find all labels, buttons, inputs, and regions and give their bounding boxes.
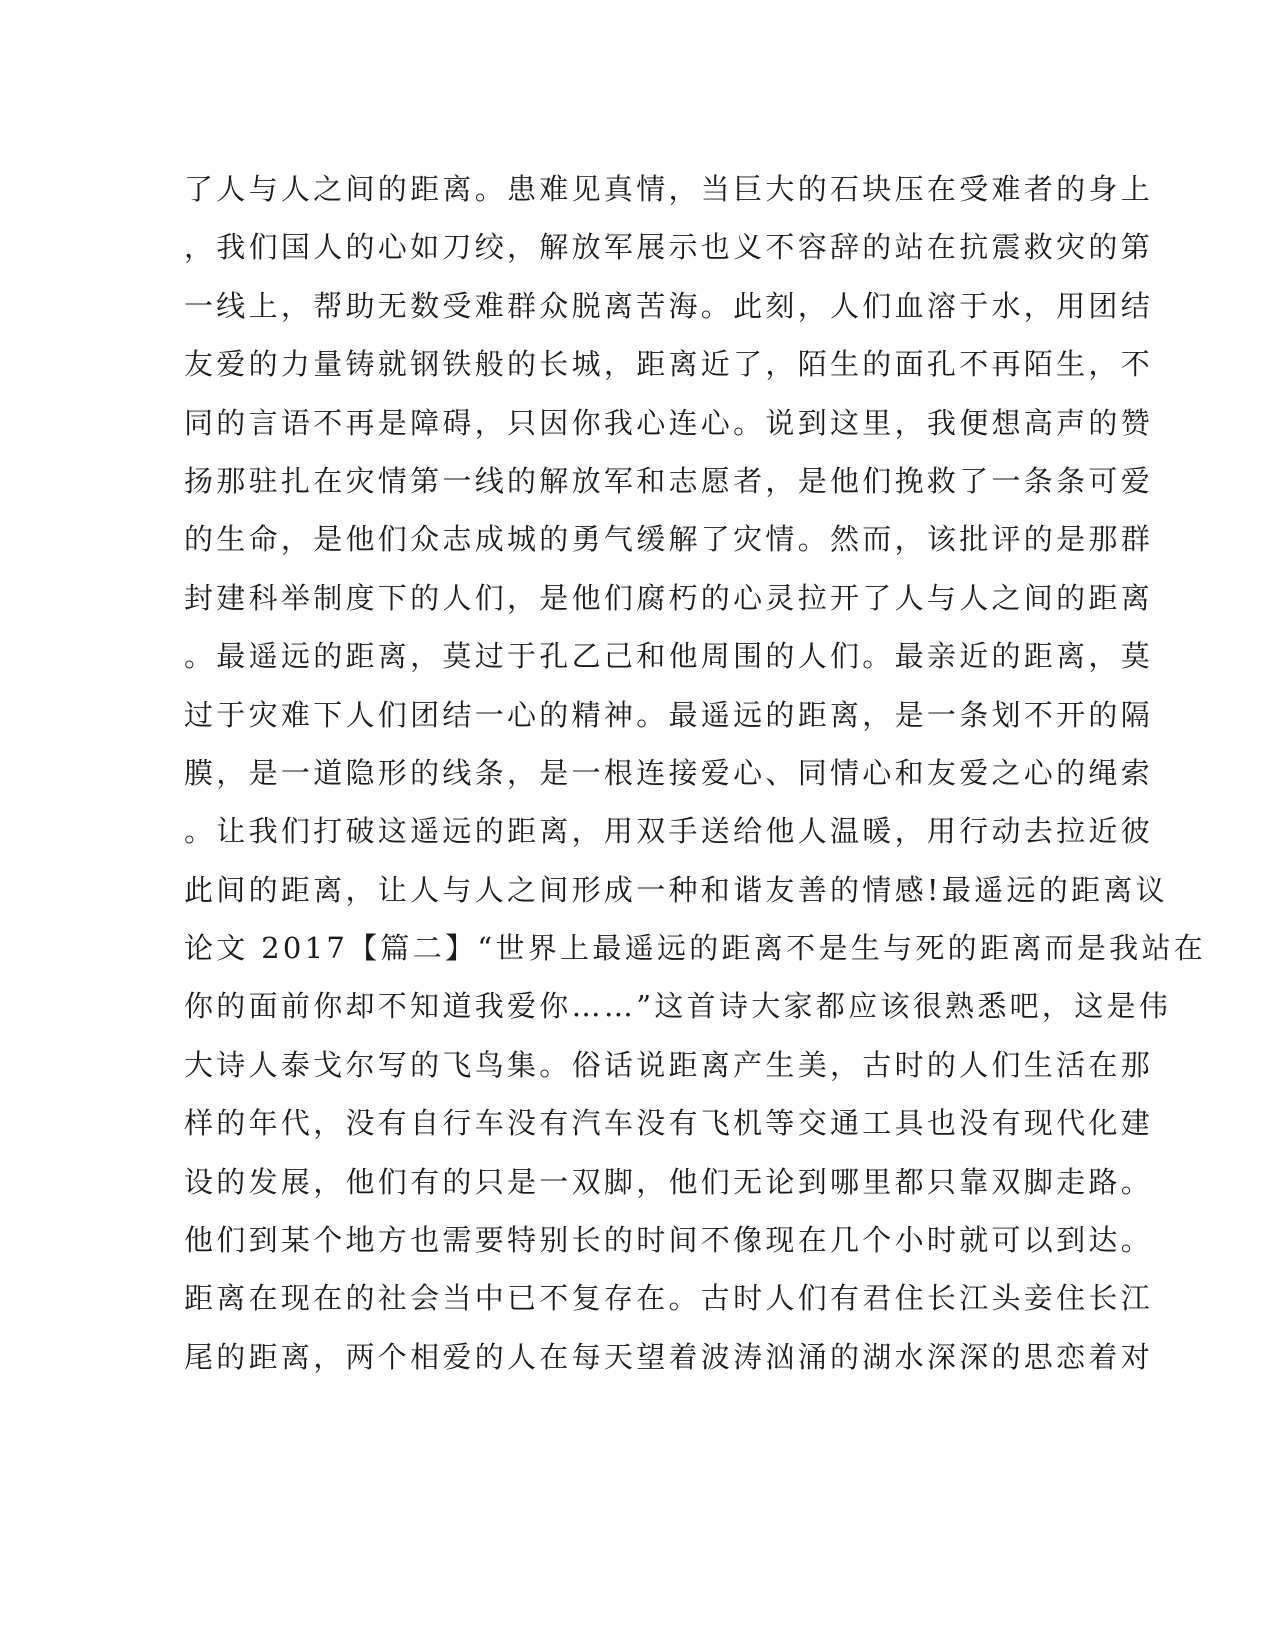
- text-line: ，我们国人的心如刀绞，解放军展示也义不容辞的站在抗震救灾的第: [184, 230, 1154, 265]
- text-line: 你的面前你却不知道我爱你……”这首诗大家都应该很熟悉吧，这是伟: [184, 989, 1172, 1024]
- text-line: 样的年代，没有自行车没有汽车没有飞机等交通工具也没有现代化建: [184, 1106, 1154, 1141]
- text-line: 的生命，是他们众志成城的勇气缓解了灾情。然而，该批评的是那群: [184, 522, 1154, 557]
- text-line: 大诗人泰戈尔写的飞鸟集。俗话说距离产生美，古时的人们生活在那: [184, 1047, 1154, 1082]
- text-line: 封建科举制度下的人们，是他们腐朽的心灵拉开了人与人之间的距离: [184, 580, 1154, 615]
- body-text: [184, 160, 1207, 1386]
- text-line: 。最遥远的距离，莫过于孔乙己和他周围的人们。最亲近的距离，莫: [184, 639, 1154, 674]
- text-line: 同的言语不再是障碍，只因你我心连心。说到这里，我便想高声的赞: [184, 405, 1154, 440]
- text-line: 他们到某个地方也需要特别长的时间不像现在几个小时就可以到达。: [184, 1223, 1154, 1258]
- text-line: 。让我们打破这遥远的距离，用双手送给他人温暖，用行动去拉近彼: [184, 814, 1154, 849]
- text-line: 过于灾难下人们团结一心的精神。最遥远的距离，是一条划不开的隔: [184, 697, 1154, 732]
- text-line: 尾的距离，两个相爱的人在每天望着波涛汹涌的湖水深深的思恋着对: [184, 1339, 1154, 1374]
- text-line: 膜，是一道隐形的线条，是一根连接爱心、同情心和友爱之心的绳索: [184, 755, 1154, 790]
- text-line: 扬那驻扎在灾情第一线的解放军和志愿者，是他们挽救了一条条可爱: [184, 463, 1154, 498]
- text-line: 论文 2017【篇二】“世界上最遥远的距离不是生与死的距离而是我站在: [184, 931, 1207, 966]
- text-line: 此间的距离，让人与人之间形成一种和谐友善的情感!最遥远的距离议: [184, 872, 1168, 907]
- text-line: 距离在现在的社会当中已不复存在。古时人们有君住长江头妾住长江: [184, 1281, 1154, 1316]
- text-line: 设的发展，他们有的只是一双脚，他们无论到哪里都只靠双脚走路。: [184, 1164, 1154, 1199]
- text-line: 友爱的力量铸就钢铁般的长城，距离近了，陌生的面孔不再陌生，不: [184, 347, 1154, 382]
- text-line: 一线上，帮助无数受难群众脱离苦海。此刻，人们血溶于水，用团结: [184, 288, 1154, 323]
- text-line: 了人与人之间的距离。患难见真情，当巨大的石块压在受难者的身上: [184, 172, 1154, 206]
